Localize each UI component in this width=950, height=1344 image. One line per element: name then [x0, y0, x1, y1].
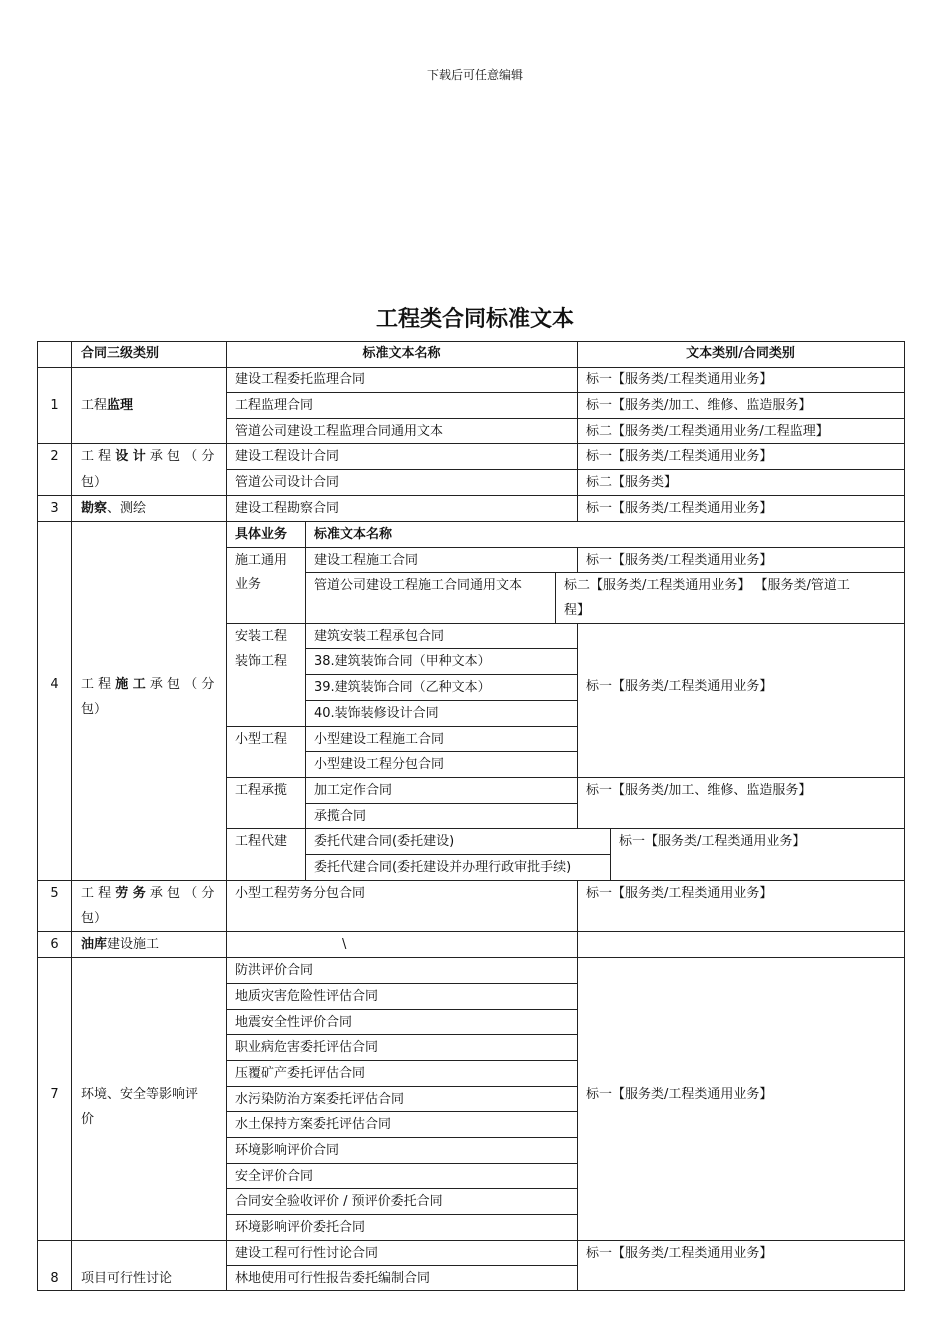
standard-text-name: 建设工程施工合同: [314, 553, 419, 568]
grid-line: [37, 957, 905, 958]
grid-line: [226, 1111, 577, 1112]
grid-line: [226, 1265, 577, 1266]
text-type: 标一【服务类/工程类通用业务】: [586, 553, 773, 568]
grid-line: [226, 1086, 577, 1087]
text-type: 标二【服务类/工程类通用业务】 【服务类/管道工: [564, 578, 850, 593]
standard-text-name: 小型工程劳务分包合同: [235, 886, 366, 901]
row-number: 8: [50, 1271, 59, 1286]
business-type: 工程承揽: [235, 783, 288, 798]
category-cell: 油库建设施工: [81, 937, 160, 952]
text-type: 标一【服务类/工程类通用业务】: [586, 372, 773, 387]
business-type-cont: 业务: [235, 577, 262, 592]
grid-line: [37, 521, 905, 522]
grid-line: [305, 648, 577, 649]
standard-text-name: 地震安全性评价合同: [235, 1015, 353, 1030]
sub-header-name: 标准文本名称: [314, 527, 393, 542]
standard-text-name: 管道公司建设工程施工合同通用文本: [314, 578, 523, 593]
standard-text-name: 地质灾害危险性评估合同: [235, 989, 379, 1004]
standard-text-name: 安全评价合同: [235, 1169, 314, 1184]
grid-line: [37, 880, 905, 881]
category-cell: 工 程 设 计 承 包 （ 分: [81, 449, 215, 464]
text-type: 标一【服务类/工程类通用业务】: [586, 449, 773, 464]
grid-line: [226, 392, 905, 393]
grid-line: [305, 803, 577, 804]
text-type: 标一【服务类/加工、维修、监造服务】: [586, 398, 812, 413]
header-note: 下载后可任意编辑: [426, 68, 523, 82]
standard-text-name: 建设工程委托监理合同: [235, 372, 366, 387]
standard-text-name: 承揽合同: [314, 809, 367, 824]
text-type: 标一【服务类/工程类通用业务】: [586, 1246, 773, 1261]
business-type: 安装工程: [235, 629, 288, 644]
grid-line: [577, 624, 578, 829]
grid-line: [577, 341, 578, 522]
row-number: 5: [50, 886, 59, 901]
grid-line: [37, 341, 38, 1291]
text-type: 标一【服务类/工程类通用业务】: [586, 1087, 773, 1102]
category-cell: 环境、安全等影响评: [81, 1087, 199, 1102]
grid-line: [226, 1009, 577, 1010]
text-type: 标二【服务类】: [586, 475, 678, 490]
row-number: 3: [50, 501, 59, 516]
grid-line: [610, 829, 611, 881]
standard-text-name: 水土保持方案委托评估合同: [235, 1117, 392, 1132]
grid-line: [226, 828, 905, 829]
category-cell-cont: 包）: [81, 475, 108, 490]
grid-line: [226, 469, 905, 470]
standard-text-name: 建设工程可行性讨论合同: [235, 1246, 379, 1261]
grid-line: [555, 573, 556, 624]
standard-text-name: 管道公司设计合同: [235, 475, 340, 490]
text-type: 标一【服务类/工程类通用业务】: [586, 501, 773, 516]
standard-text-name: 防洪评价合同: [235, 963, 314, 978]
grid-line: [226, 1137, 577, 1138]
grid-line: [226, 623, 905, 624]
standard-text-name: 小型建设工程分包合同: [314, 757, 445, 772]
grid-line: [226, 726, 577, 727]
standard-text-name: 加工定作合同: [314, 783, 393, 798]
grid-line: [305, 674, 577, 675]
standard-text-name: 38.建筑装饰合同（甲种文本）: [314, 654, 491, 669]
grid-line: [577, 547, 578, 573]
grid-line: [305, 572, 905, 573]
text-type: 标一【服务类/工程类通用业务】: [619, 834, 806, 849]
category-cell: 项目可行性讨论: [81, 1271, 173, 1286]
text-type: 标一【服务类/加工、维修、监造服务】: [586, 783, 812, 798]
standard-text-name: 工程监理合同: [235, 398, 314, 413]
document-title: 工程类合同标准文本: [375, 307, 574, 332]
standard-text-name: 建筑安装工程承包合同: [314, 629, 445, 644]
standard-text-name: 39.建筑装饰合同（乙种文本）: [314, 680, 491, 695]
standard-text-name: 委托代建合同(委托建设): [314, 834, 455, 849]
grid-line: [305, 751, 577, 752]
grid-line: [37, 931, 905, 932]
text-type: 标一【服务类/工程类通用业务】: [586, 886, 773, 901]
standard-text-name: 职业病危害委托评估合同: [235, 1040, 379, 1055]
business-type: 装饰工程: [235, 654, 288, 669]
category-cell: 工 程 劳 务 承 包 （ 分: [81, 886, 215, 901]
text-type: 标二【服务类/工程类通用业务/工程监理】: [586, 424, 829, 439]
grid-line: [37, 443, 905, 444]
grid-line: [71, 341, 72, 1291]
category-cell-cont: 包）: [81, 911, 108, 926]
category-cell-cont: 包）: [81, 702, 108, 717]
standard-text-name: \: [342, 937, 347, 952]
standard-text-name: 压覆矿产委托评估合同: [235, 1066, 366, 1081]
header-category: 合同三级类别: [81, 346, 160, 361]
row-number: 7: [50, 1087, 59, 1102]
business-type: 工程代建: [235, 834, 288, 849]
grid-line: [226, 1214, 577, 1215]
category-cell: 工 程 施 工 承 包 （ 分: [81, 677, 215, 692]
grid-line: [904, 341, 905, 1291]
grid-line: [226, 1163, 577, 1164]
grid-line: [226, 777, 905, 778]
row-number: 2: [50, 449, 59, 464]
standard-text-name: 环境影响评价委托合同: [235, 1220, 366, 1235]
standard-text-name: 水污染防治方案委托评估合同: [235, 1092, 405, 1107]
grid-line: [305, 700, 577, 701]
grid-line: [226, 1034, 577, 1035]
sub-header-business: 具体业务: [235, 527, 288, 542]
header-text-type: 文本类别/合同类别: [686, 346, 795, 361]
category-cell: 勘察、测绘: [81, 501, 147, 516]
business-type: 小型工程: [235, 732, 288, 747]
business-type: 施工通用: [235, 553, 288, 568]
header-standard-name: 标准文本名称: [362, 346, 441, 361]
grid-line: [37, 495, 905, 496]
standard-text-name: 环境影响评价合同: [235, 1143, 340, 1158]
standard-text-name: 建设工程勘察合同: [235, 501, 340, 516]
grid-line: [226, 341, 227, 1291]
standard-text-name: 建设工程设计合同: [235, 449, 340, 464]
category-cell-cont: 价: [81, 1112, 95, 1127]
grid-line: [37, 1290, 905, 1291]
grid-line: [226, 418, 905, 419]
row-number: 1: [50, 398, 59, 413]
text-type-cont: 程】: [564, 603, 591, 618]
standard-text-name: 管道公司建设工程监理合同通用文本: [235, 424, 444, 439]
grid-line: [305, 854, 610, 855]
grid-line: [37, 367, 905, 368]
standard-text-name: 林地使用可行性报告委托编制合同: [235, 1271, 431, 1286]
grid-line: [226, 983, 577, 984]
grid-line: [577, 880, 578, 1291]
standard-text-name: 小型建设工程施工合同: [314, 732, 445, 747]
grid-line: [37, 1240, 905, 1241]
standard-text-name: 合同安全验收评价 / 预评价委托合同: [235, 1194, 443, 1209]
grid-line: [37, 341, 905, 342]
grid-line: [226, 1060, 577, 1061]
grid-line: [305, 521, 306, 881]
category-cell: 工程监理: [81, 398, 134, 413]
standard-text-name: 委托代建合同(委托建设并办理行政审批手续): [314, 860, 572, 875]
standard-text-name: 40.装饰装修设计合同: [314, 706, 439, 721]
grid-line: [226, 547, 905, 548]
text-type: 标一【服务类/工程类通用业务】: [586, 679, 773, 694]
grid-line: [226, 1188, 577, 1189]
row-number: 6: [50, 937, 59, 952]
row-number: 4: [50, 677, 59, 692]
